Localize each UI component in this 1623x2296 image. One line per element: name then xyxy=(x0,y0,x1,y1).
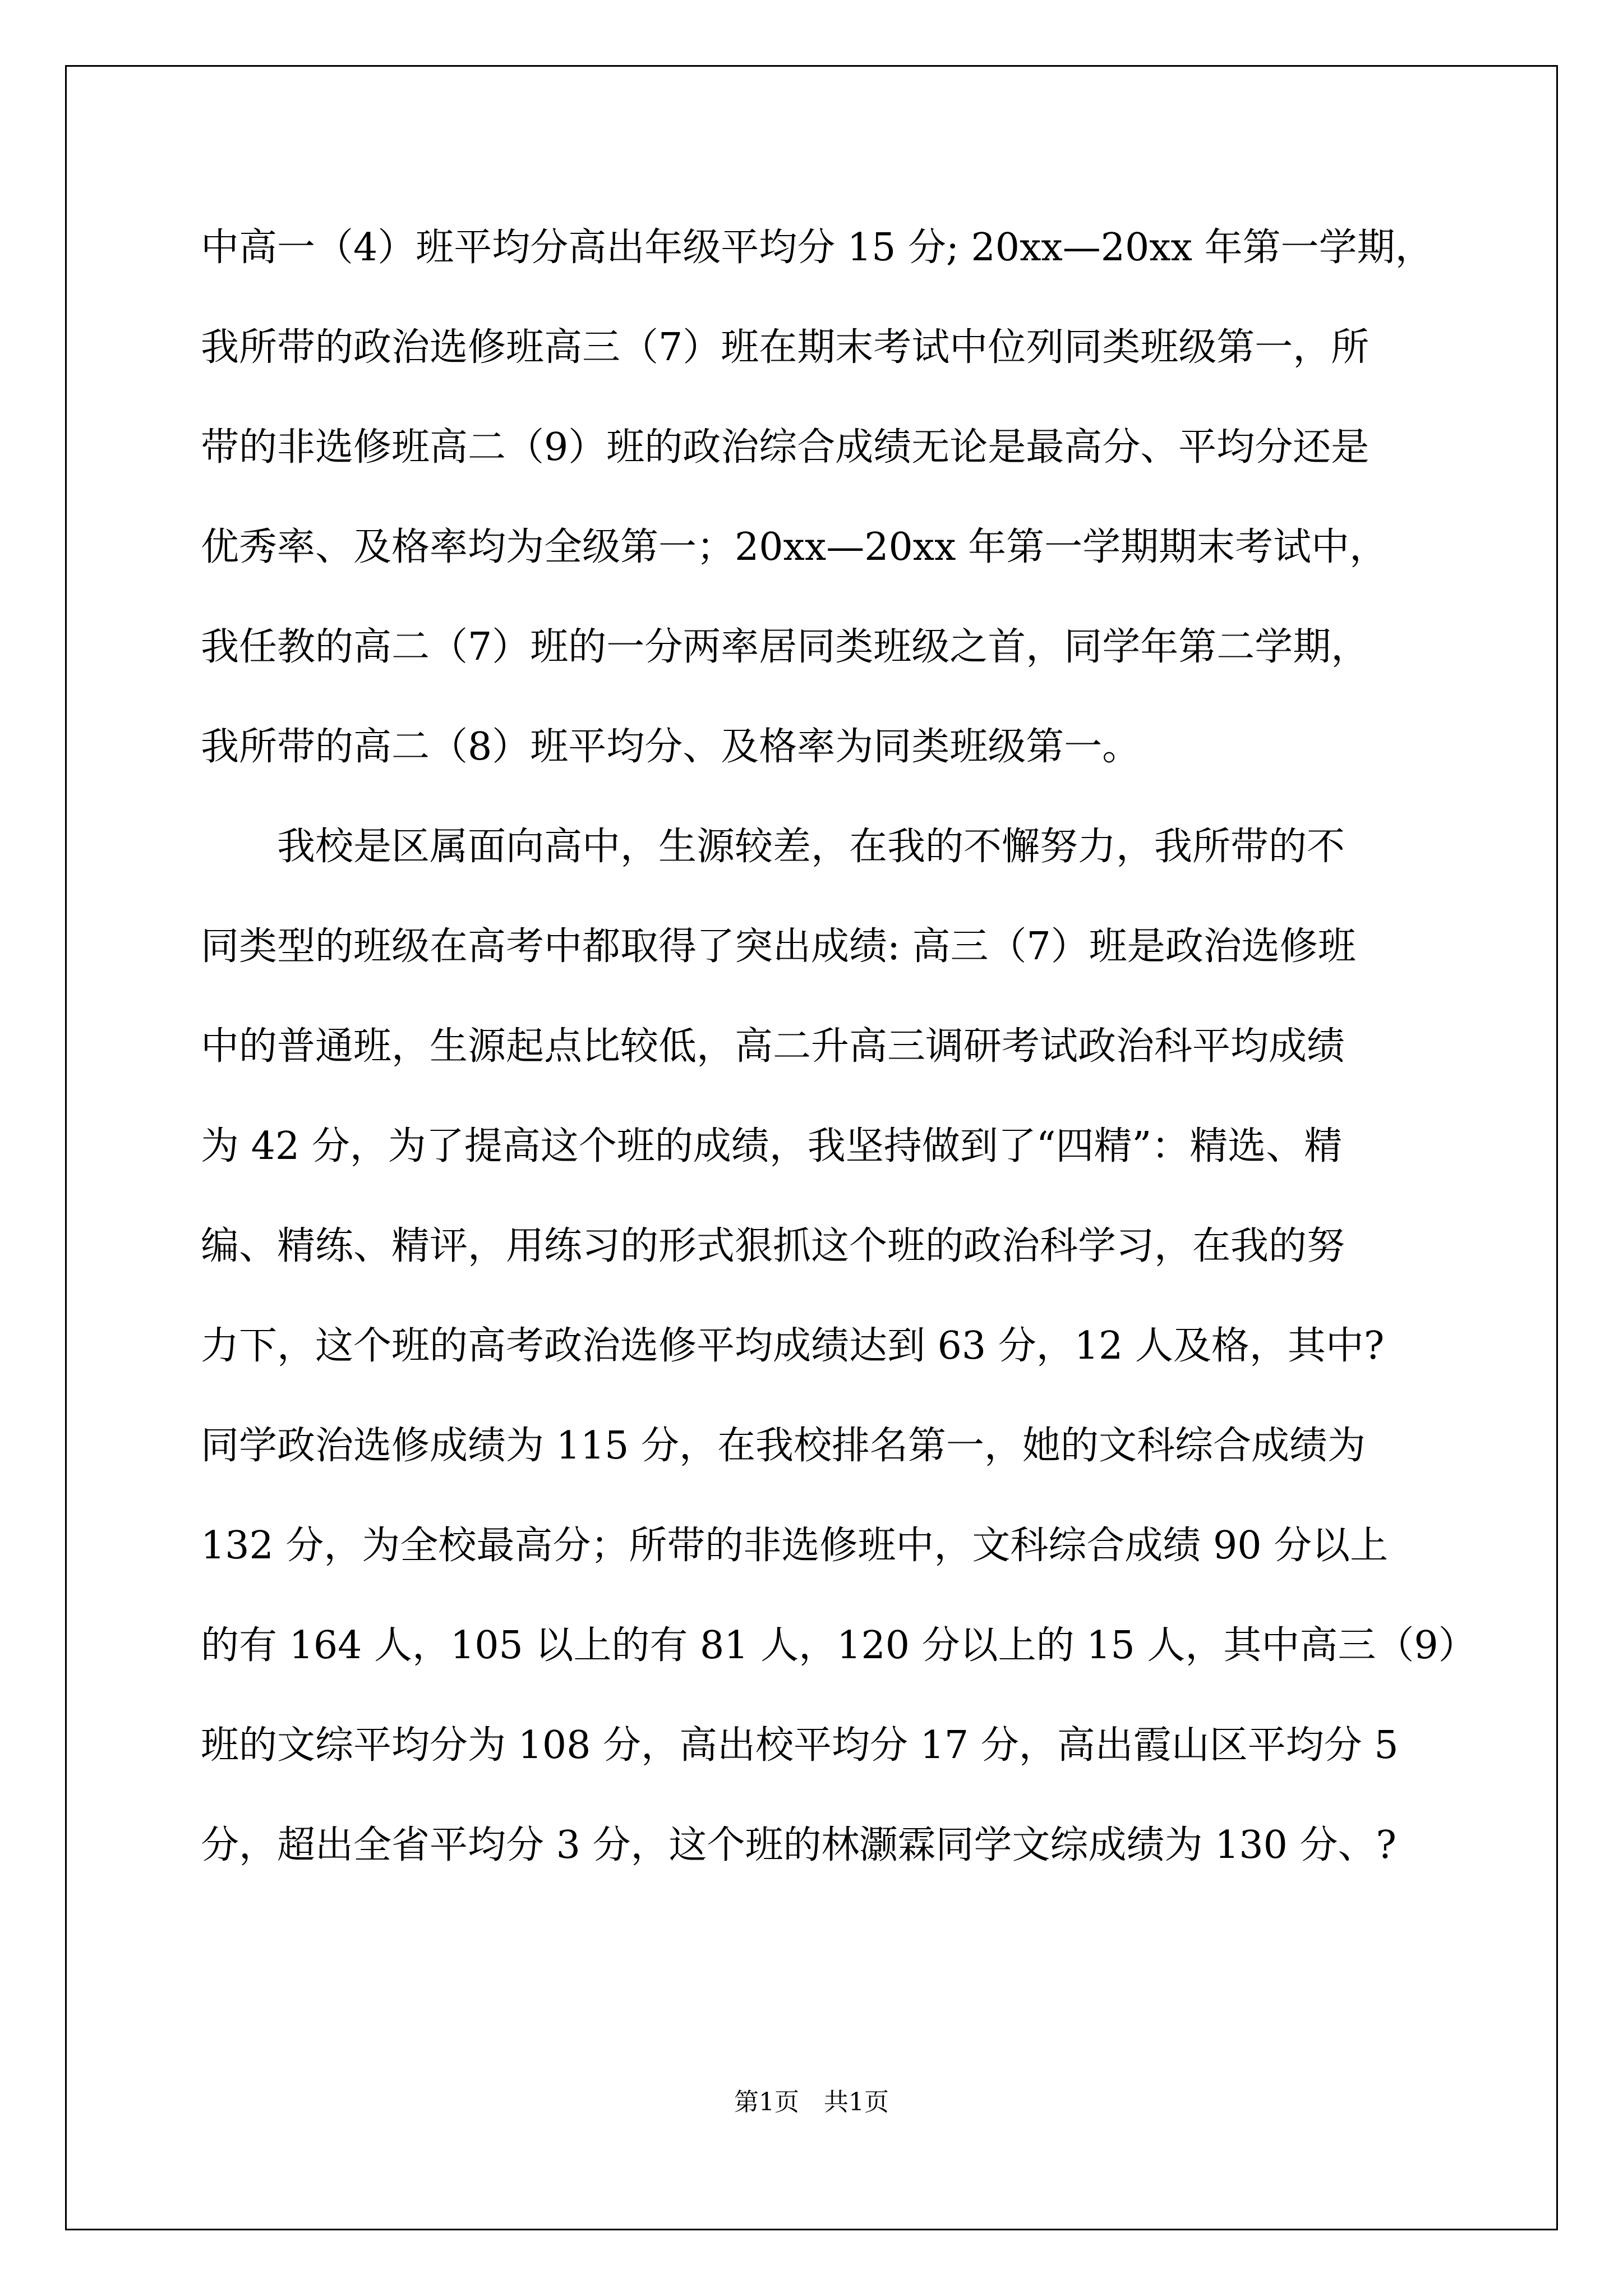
text-line-6: 我所带的高二（8）班平均分、及格率为同类班级第一。 xyxy=(201,725,1141,769)
text-line-10: 为 42 分，为了提高这个班的成绩，我坚持做到了“四精”：精选、精 xyxy=(201,1124,1343,1168)
text-line-17: 分，超出全省平均分 3 分，这个班的林灏霖同学文综成绩为 130 分、? xyxy=(201,1823,1396,1867)
text-line-16: 班的文综平均分为 108 分，高出校平均分 17 分，高出霞山区平均分 5 xyxy=(201,1723,1399,1768)
text-line-14: 132 分，为全校最高分；所带的非选修班中，文科综合成绩 90 分以上 xyxy=(201,1524,1389,1568)
text-line-11: 编、精练、精评，用练习的形式狠抓这个班的政治科学习，在我的努 xyxy=(201,1224,1345,1268)
text-line-4: 优秀率、及格率均为全级第一；20xx—20xx 年第一学期期末考试中， xyxy=(201,525,1388,569)
text-line-1: 中高一（4）班平均分高出年级平均分 15 分; 20xx—20xx 年第一学期， xyxy=(201,226,1433,270)
text-line-9: 中的普通班，生源起点比较低，高二升高三调研考试政治科平均成绩 xyxy=(201,1024,1345,1069)
document-body xyxy=(201,220,1477,1917)
text-line-8: 同类型的班级在高考中都取得了突出成绩: 高三（7）班是政治选修班 xyxy=(201,924,1356,969)
text-line-13: 同学政治选修成绩为 115 分，在我校排名第一，她的文科综合成绩为 xyxy=(201,1424,1366,1468)
text-line-3: 带的非选修班高二（9）班的政治综合成绩无论是最高分、平均分还是 xyxy=(201,425,1370,470)
text-line-2: 我所带的政治选修班高三（7）班在期末考试中位列同类班级第一，所 xyxy=(201,325,1370,370)
text-line-15: 的有 164 人，105 以上的有 81 人，120 分以上的 15 人，其中高三（9） xyxy=(201,1623,1477,1668)
page-number-footer: 第1页 共1页 xyxy=(734,2088,889,2116)
text-line-5: 我任教的高二（7）班的一分两率居同类班级之首，同学年第二学期， xyxy=(201,625,1370,669)
text-line-7: 我校是区属面向高中，生源较差，在我的不懈努力，我所带的不 xyxy=(277,825,1345,869)
text-line-12: 力下，这个班的高考政治选修平均成绩达到 63 分，12 人及格，其中? xyxy=(201,1324,1385,1368)
